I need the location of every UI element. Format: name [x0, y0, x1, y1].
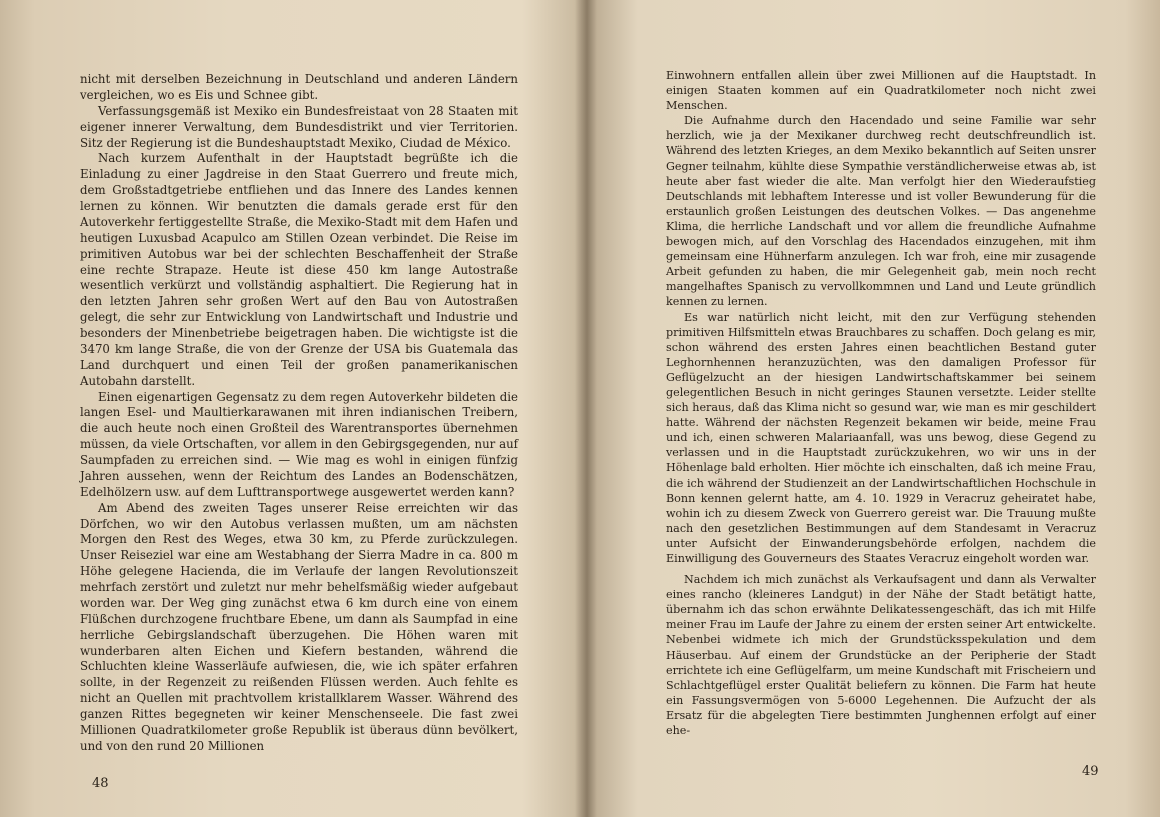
- page-number-right: 49: [1082, 764, 1099, 779]
- paragraph: Einen eigenartigen Gegensatz zu dem regen Autoverkehr bildeten die langen Esel- und Maultierkarawanen mit ihren indianischen Treibern, die auch heute noch einen Großteil des Warentransportes übernehmen müssen, da viele Ortschaften, vor allem in den Gebirgsgegenden, nur auf Saumpfaden zu erreichen sind. — Wie mag es wohl in einigen fünfzig Jahren aussehen, wenn der Reichtum des Landes an Bodenschätzen, Edelhölzern usw. auf dem Lufttransportwege ausgewertet werden kann?: [80, 389, 518, 499]
- paragraph: Einwohnern entfallen allein über zwei Millionen auf die Hauptstadt. In einigen Staaten kommen auf ein Quadratkilometer noch nicht zwei Menschen.: [666, 69, 1096, 113]
- paragraph: Die Aufnahme durch den Hacendado und seine Familie war sehr herzlich, wie ja der Mexikaner durchweg recht deutschfreundlich ist. Während des letzten Krieges, an dem Mexiko bekanntlich auf Seiten unsrer Gegner teilnahm, kühlte diese Sympathie verständlicherweise etwas ab, ist heute aber fast wieder die alte. Man verfolgt hier den Wiederaufstieg Deutschlands mit lebhaftem Interesse und ist voller Bewunderung für die erstaunlich großen Leistungen des deutschen Volkes. — Das angenehme Klima, die herrliche Landschaft und vor allem die freundliche Aufnahme bewogen mich, auf den Vorschlag des Hacendados einzugehen, mit ihm gemeinsam eine Hühnerfarm anzulegen. Ich war froh, eine mir zusagende Arbeit gefunden zu haben, die mir Gelegenheit gab, mein noch recht mangelhaftes Spanisch zu vervollkommnen und Land und Leute gründlich kennen zu lernen.: [666, 114, 1096, 309]
- right-page-text: [666, 68, 1096, 738]
- paragraph: Am Abend des zweiten Tages unserer Reise erreichten wir das Dörfchen, wo wir den Autobus verlassen mußten, um am nächsten Morgen den Rest des Weges, etwa 30 km, zu Pferde zurückzulegen. Unser Reiseziel war eine am Westabhang der Sierra Madre in ca. 800 m Höhe gelegene Hacienda, die im Verlaufe der langen Revolutionszeit mehrfach zerstört und zuletzt nur mehr behelfsmäßig wieder aufgebaut worden war. Der Weg ging zunächst etwa 6 km durch eine von einem Flüßchen durchzogene fruchtbare Ebene, um dann als Saumpfad in eine herrliche Gebirgslandschaft überzugehen. Die Höhen waren mit wunderbaren alten Eichen und Kiefern bestanden, während die Schluchten kleine Wasserläufe aufwiesen, die, wie ich später erfahren sollte, in der Regenzeit zu reißenden Flüssen werden. Auch fehlte es nicht an Quellen mit prachtvollem kristallklarem Wasser. Während des ganzen Rittes begegneten wir keiner Menschenseele. Die fast zwei Millionen Quadratkilometer große Republik ist überaus dünn bevölkert, und von den rund 20 Millionen: [80, 500, 518, 753]
- paragraph: Nachdem ich mich zunächst als Verkaufsagent und dann als Verwalter eines rancho (kleineres Landgut) in der Nähe der Stadt betätigt hatte, übernahm ich das schon erwähnte Delikatessengeschäft, das ich mit Hilfe meiner Frau im Laufe der Jahre zu einem der ersten seiner Art entwickelte. Nebenbei widmete ich mich der Grundstücksspekulation und dem Häuserbau. Auf einem der Grundstücke an der Peripherie der Stadt errichtete ich eine Geflügelfarm, um meine Kundschaft mit Frischeiern und Schlachtgeflügel erster Qualität beliefern zu können. Die Farm hat heute ein Fassungsvermögen von 5-6000 Legehennen. Die Aufzucht der als Ersatz für die abgelegten Tiere bestimmten Junghennen erfolgt auf einer ehe-: [666, 573, 1096, 738]
- paragraph: Verfassungsgemäß ist Mexiko ein Bundesfreistaat von 28 Staaten mit eigener innerer Verwaltung, dem Bundesdistrikt und vier Territorien. Sitz der Regierung ist die Bundeshauptstadt Mexiko, Ciudad de México.: [80, 103, 518, 150]
- paragraph: nicht mit derselben Bezeichnung in Deutschland und anderen Ländern vergleichen, wo es Eis und Schnee gibt.: [80, 72, 518, 102]
- page-number-left: 48: [92, 776, 109, 791]
- left-page-text: [80, 72, 518, 755]
- paragraph: Nach kurzem Aufenthalt in der Hauptstadt begrüßte ich die Einladung zu einer Jagdreise in den Staat Guerrero und freute mich, dem Großstadtgetriebe entfliehen und das Innere des Landes kennen lernen zu können. Wir benutzten die damals gerade erst für den Autoverkehr fertiggestellte Straße, die Mexiko-Stadt mit dem Hafen und heutigen Luxusbad Acapulco am Stillen Ozean verbindet. Die Reise im primitiven Autobus war bei der schlechten Beschaffenheit der Straße eine rechte Strapaze. Heute ist diese 450 km lange Autostraße wesentlich verkürzt und vollständig asphaltiert. Die Regierung hat in den letzten Jahren sehr großen Wert auf den Bau von Autostraßen gelegt, die sehr zur Entwicklung von Landwirtschaft und Industrie und besonders der Minenbetriebe beigetragen haben. Die wichtigste ist die 3470 km lange Straße, die von der Grenze der USA bis Guatemala das Land durchquert und einen Teil der großen panamerikanischen Autobahn darstellt.: [80, 151, 518, 388]
- paragraph: Es war natürlich nicht leicht, mit den zur Verfügung stehenden primitiven Hilfsmitteln etwas Brauchbares zu schaffen. Doch gelang es mir, schon während des ersten Jahres einen beachtlichen Bestand guter Leghornhennen heranzuzüchten, was den damaligen Professor für Geflügelzucht an der hiesigen Landwirtschaftskammer bei seinem gelegentlichen Besuch in nicht geringes Staunen versetzte. Leider stellte sich heraus, daß das Klima nicht so gesund war, wie man es mir geschildert hatte. Während der nächsten Regenzeit bekamen wir beide, meine Frau und ich, einen schweren Malariaanfall, was uns bewog, diese Gegend zu verlassen und in die Hauptstadt zurückzukehren, wo wir uns in der Höhenlage bald erholten. Hier möchte ich einschalten, daß ich meine Frau, die ich während der Studienzeit an der Landwirtschaftlichen Hochschule in Bonn kennen gelernt hatte, am 4. 10. 1929 in Veracruz geheiratet habe, wohin ich zu diesem Zweck von Guerrero gereist war. Die Trauung mußte nach den gesetzlichen Bestimmungen auf dem Standesamt in Veracruz unter Aufsicht der Einwanderungsbehörde erfolgen, nachdem die Einwilligung des Gouverneurs des Staates Veracruz eingeholt worden war.: [666, 310, 1096, 565]
- right-page: [590, 0, 1160, 817]
